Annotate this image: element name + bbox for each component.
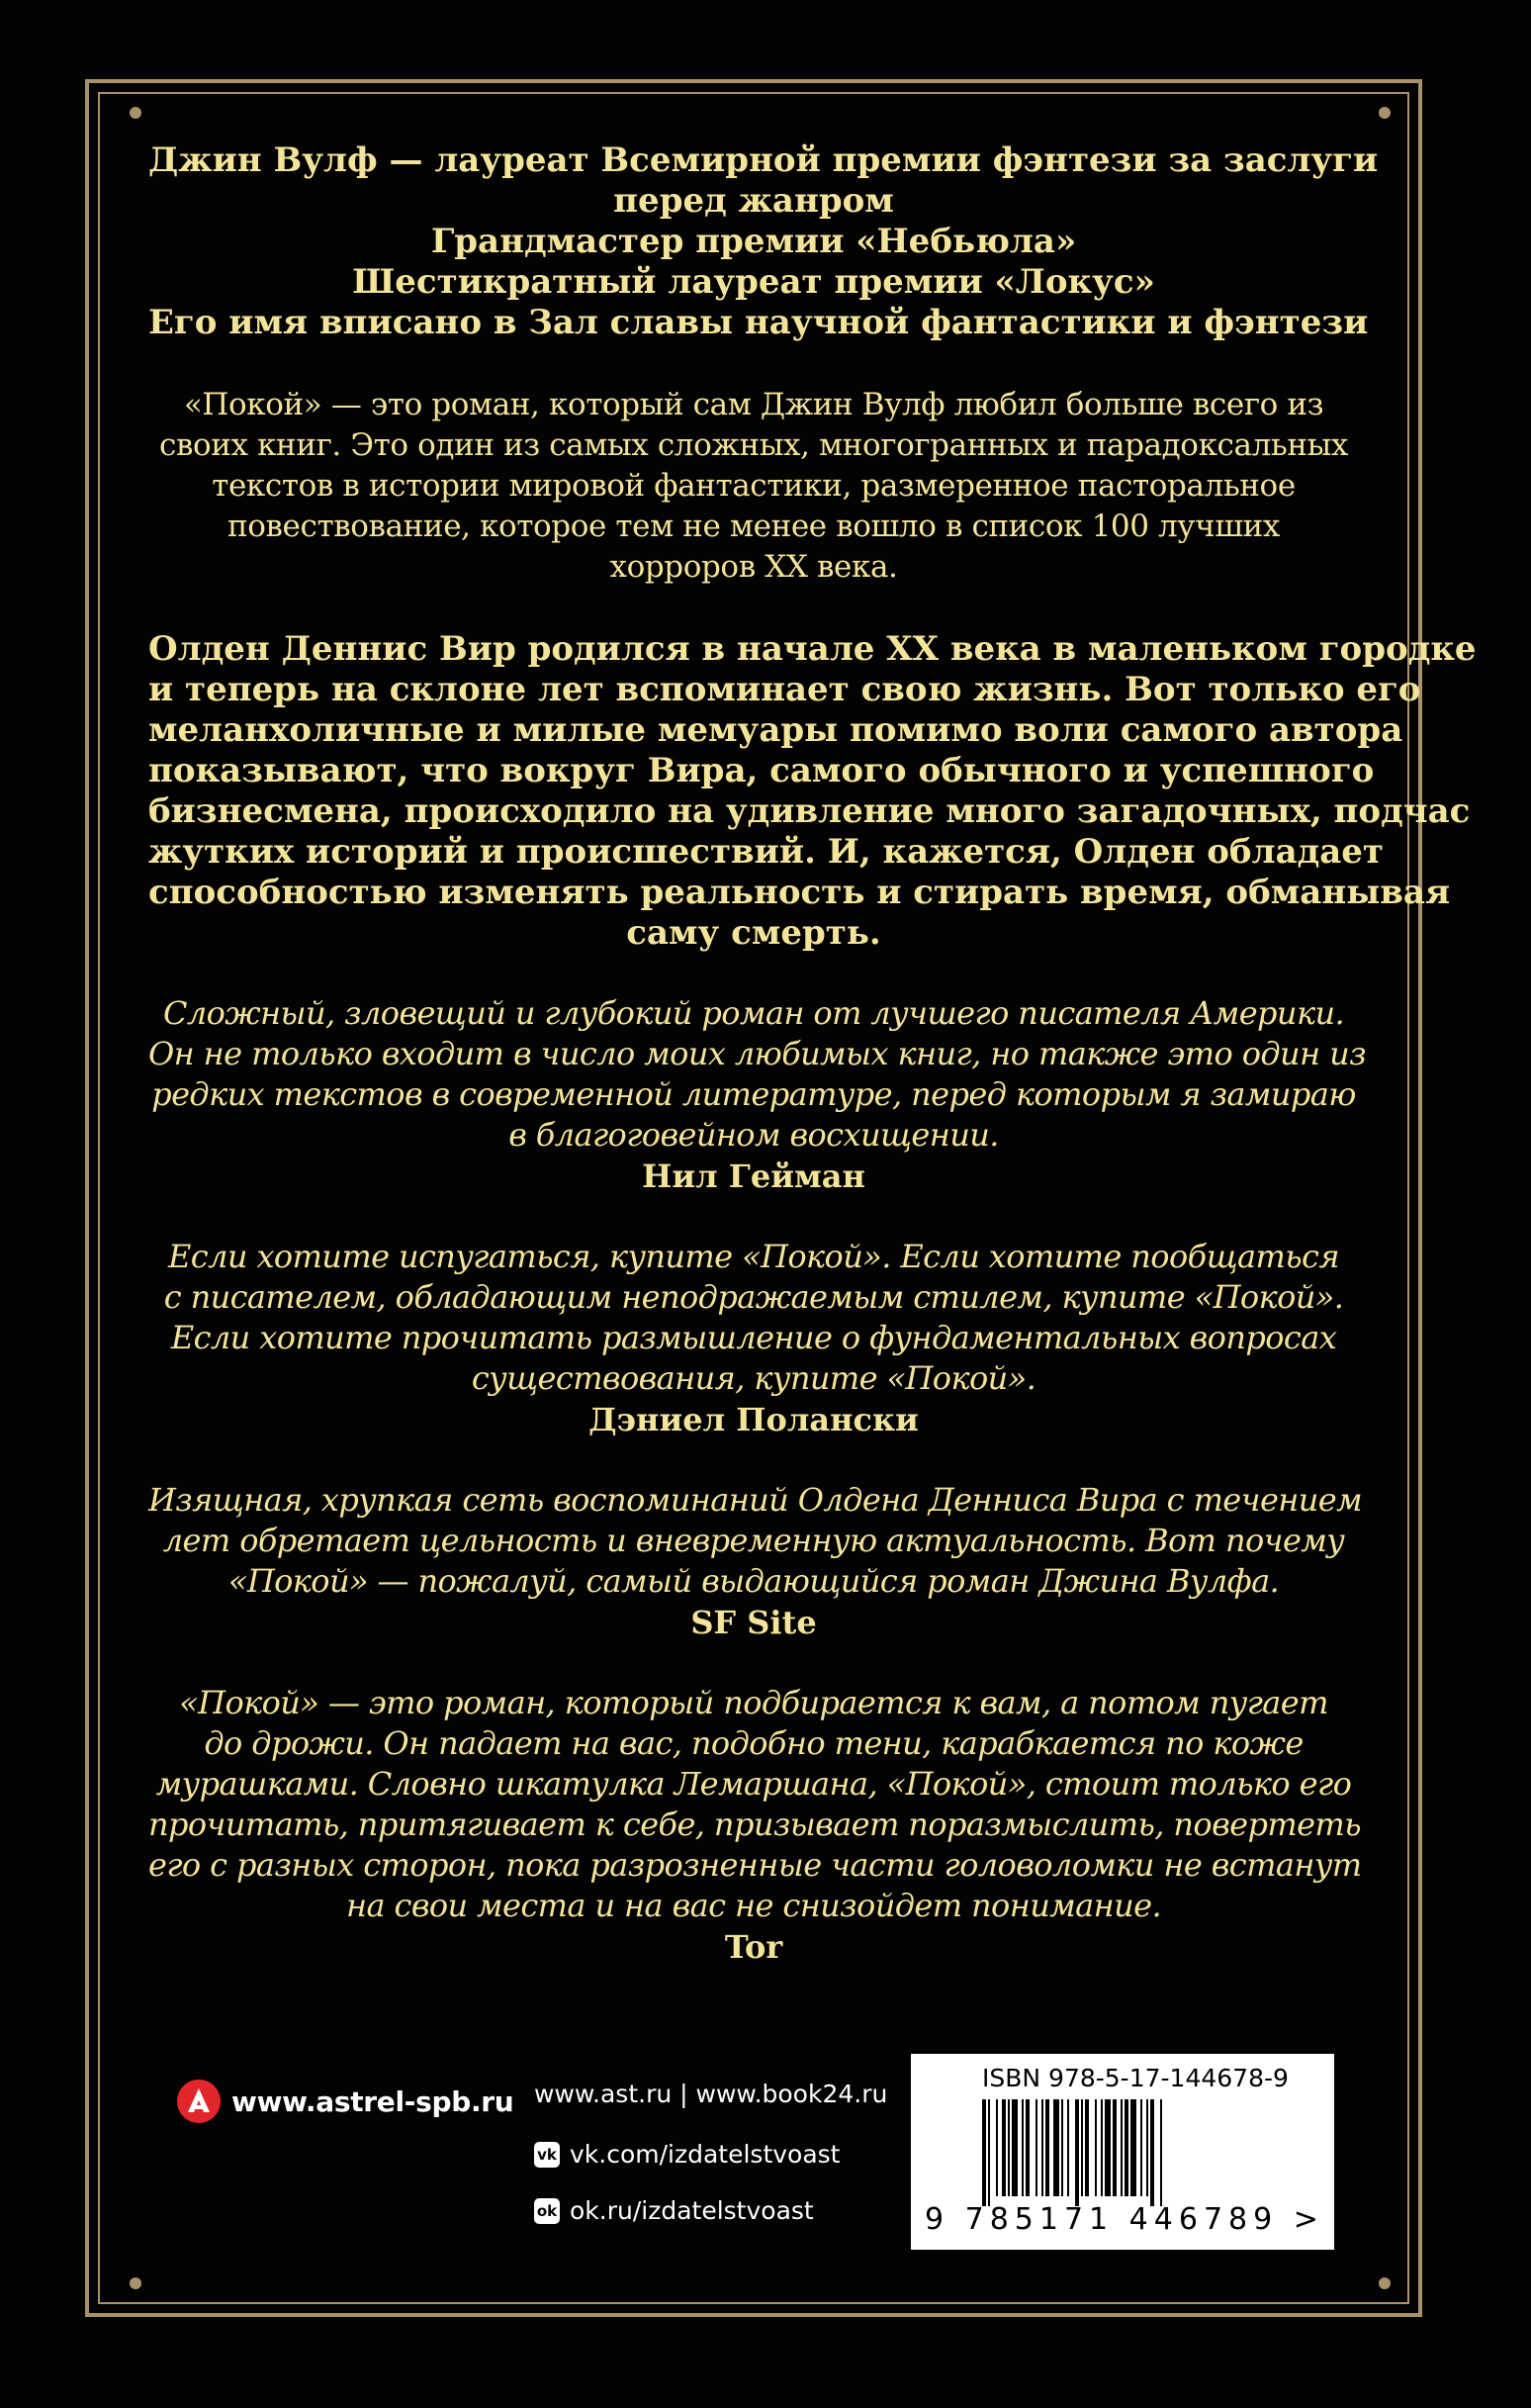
ok-link-text: ok.ru/izdatelstvoast <box>570 2196 814 2225</box>
review-quote <box>148 1683 1362 1926</box>
plot-line: бизнесмена, происходило на удивление много загадочных, подчас <box>148 791 1471 831</box>
publisher-link[interactable] <box>176 2078 513 2125</box>
quote-line: «Покой» — это роман, который подбирается к вам, а потом пугает <box>179 1684 1328 1721</box>
back-cover-text <box>148 140 1477 1968</box>
accolade-line: Его имя вписано в Зал славы научной фантастики и фэнтези <box>148 303 1369 342</box>
quote-line: его с разных сторон, пока разрозненные части головоломки не встанут <box>148 1846 1362 1884</box>
review-gaiman <box>148 993 1366 1197</box>
review-author: Нил Гейман <box>642 1158 865 1195</box>
isbn-barcode-box <box>911 2054 1334 2250</box>
plot-line: показывают, что вокруг Вира, самого обычного и успешного <box>148 751 1375 790</box>
accolade-line: Джин Вулф — лауреат Всемирной премии фэнтези за заслуги <box>148 140 1379 180</box>
odnoklassniki-icon: ok <box>534 2198 560 2224</box>
quote-line: мурашками. Словно шкатулка Лемаршана, «Покой», стоит только его <box>155 1765 1352 1803</box>
ast-logo-icon <box>176 2079 222 2124</box>
synopsis-line: повествование, которое тем не менее вошло в список 100 лучших <box>226 509 1281 544</box>
corner-dot-bottom-right <box>1379 2277 1391 2289</box>
quote-line: до дрожи. Он падает на вас, подобно тени, карабкается по коже <box>204 1724 1304 1762</box>
plot-line: способностью изменять реальность и стирать время, обманывая <box>148 873 1451 912</box>
review-quote <box>148 1237 1359 1399</box>
publisher-site-text: www.astrel-spb.ru <box>231 2084 514 2118</box>
review-author: Дэниел Полански <box>588 1401 919 1438</box>
review-sf-site <box>148 1480 1363 1643</box>
quote-line: с писателем, обладающим неподражаемым стилем, купите «Покой». <box>163 1278 1344 1316</box>
review-polansky <box>148 1237 1359 1440</box>
plot-line: жутких историй и происшествий. И, кажется, Олден обладает <box>148 832 1385 872</box>
quote-line: Если хотите прочитать размышление о фундаментальных вопросах <box>170 1319 1337 1356</box>
synopsis-line: хорроров XX века. <box>609 549 898 585</box>
corner-dot-bottom-left <box>130 2277 141 2289</box>
accolade-line: Грандмастер премии «Небьюла» <box>430 222 1077 261</box>
vk-link[interactable] <box>534 2140 841 2169</box>
review-author: SF Site <box>690 1604 817 1641</box>
quote-line: в благоговейном восхищении. <box>508 1116 999 1154</box>
quote-line: редких текстов в современной литературе, перед которым я замираю <box>151 1075 1356 1113</box>
isbn-digits: 9 785171 446789 > <box>925 2202 1324 2237</box>
synopsis-line: своих книг. Это один из самых сложных, многогранных и парадоксальных <box>159 427 1348 463</box>
accolades-block <box>148 140 1379 343</box>
review-tor <box>148 1683 1362 1968</box>
plot-line: меланхоличные и милые мемуары помимо воли самого автора <box>148 710 1403 750</box>
vk-link-text: vk.com/izdatelstvoast <box>570 2140 841 2169</box>
quote-line: Сложный, зловещий и глубокий роман от лучшего писателя Америки. <box>162 994 1345 1032</box>
isbn-title: ISBN 978-5-17-144678-9 <box>982 2064 1289 2092</box>
corner-dot-top-left <box>130 107 141 119</box>
plot-line: и теперь на склоне лет вспоминает свою жизнь. Вот только его <box>148 670 1421 709</box>
publisher-sites-links[interactable]: www.ast.ru | www.book24.ru <box>534 2080 888 2108</box>
review-quote <box>148 1480 1363 1602</box>
quote-line: Он не только входит в число моих любимых книг, но также это один из <box>148 1035 1366 1072</box>
quote-line: Изящная, хрупкая сеть воспоминаний Олдена Денниса Вира с течением <box>148 1481 1363 1519</box>
barcode-icon <box>982 2099 1200 2206</box>
accolade-line: Шестикратный лауреат премии «Локус» <box>352 262 1155 302</box>
quote-line: прочитать, притягивает к себе, призывает поразмыслить, повертеть <box>148 1806 1361 1843</box>
ok-link[interactable] <box>534 2196 814 2225</box>
quote-line: на свои места и на вас не снизойдет понимание. <box>345 1887 1162 1924</box>
review-author: Tor <box>724 1928 783 1966</box>
plot-line: саму смерть. <box>626 913 881 953</box>
synopsis-line: текстов в истории мировой фантастики, размеренное пасторальное <box>212 468 1296 504</box>
quote-line: существования, купите «Покой». <box>471 1359 1036 1397</box>
synopsis-line: «Покой» — это роман, который сам Джин Вулф любил больше всего из <box>183 387 1324 422</box>
plot-paragraph <box>148 629 1477 954</box>
vk-icon: vk <box>534 2142 560 2168</box>
review-quote <box>148 993 1366 1156</box>
synopsis-paragraph <box>148 385 1359 588</box>
quote-line: «Покой» — пожалуй, самый выдающийся роман Джина Вулфа. <box>227 1562 1280 1600</box>
corner-dot-top-right <box>1379 107 1391 119</box>
plot-line: Олден Деннис Вир родился в начале XX века в маленьком городке <box>148 629 1477 669</box>
accolade-line: перед жанром <box>613 181 894 221</box>
quote-line: лет обретает цельность и вневременную актуальность. Вот почему <box>162 1522 1345 1559</box>
quote-line: Если хотите испугаться, купите «Покой». Если хотите пообщаться <box>168 1238 1339 1275</box>
